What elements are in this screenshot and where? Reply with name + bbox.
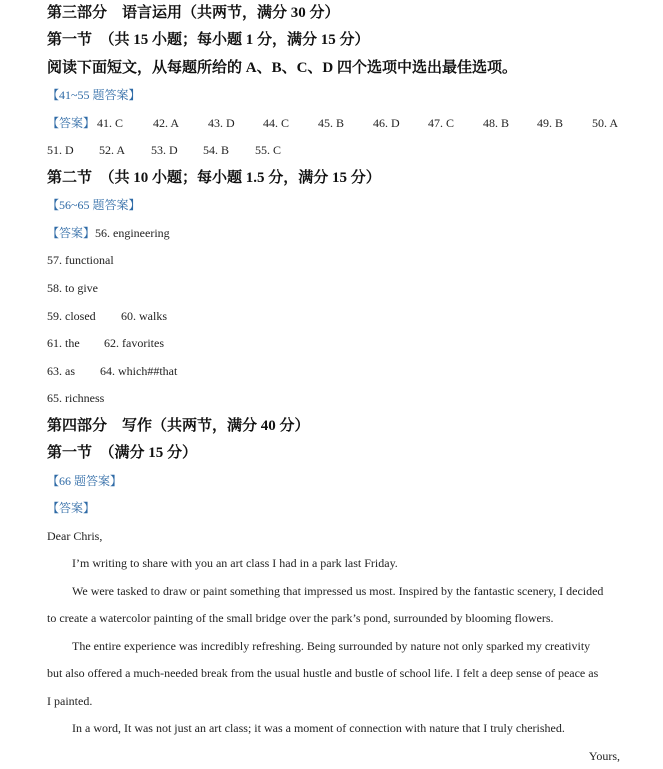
part3-title: 第三部分 语言运用（共两节，满分 30 分） (47, 5, 340, 21)
answer-label: 【答案】 (47, 501, 96, 515)
answer-41: 41. C (97, 116, 124, 130)
answer-label: 【答案】 (47, 226, 96, 240)
letter-line: I’m writing to share with you an art class I had in a park last Friday. (72, 556, 398, 570)
answer-51: 51. D (47, 143, 74, 157)
letter-line: The entire experience was incredibly refreshing. Being surrounded by nature not only sparked my creativity (72, 639, 591, 653)
answer-tag-56-65: 【56~65 题答案】 (47, 198, 141, 212)
letter-line: We were tasked to draw or paint something that impressed us most. Inspired by the fantastic scenery, I decided (72, 584, 604, 598)
part3-sec1-instruction: 阅读下面短文，从每题所给的 A、B、C、D 四个选项中选出最佳选项。 (47, 60, 518, 76)
answer-64: 64. which##that (100, 364, 178, 378)
answer-58: 58. to give (47, 281, 98, 295)
answer-62: 62. favorites (104, 336, 164, 350)
answer-53: 53. D (151, 143, 178, 157)
answer-50: 50. A (592, 116, 619, 130)
letter-line: I painted. (47, 694, 93, 708)
part3-sec2-title: 第二节 （共 10 小题；每小题 1.5 分，满分 15 分） (47, 170, 381, 186)
answer-45: 45. B (318, 116, 345, 130)
answer-49: 49. B (537, 116, 564, 130)
letter-line: but also offered a much-needed break from the usual hustle and bustle of school life. I felt a deep sense of peace as (47, 666, 599, 680)
answer-63: 63. as (47, 364, 75, 378)
answer-57: 57. functional (47, 253, 114, 267)
answer-65: 65. richness (47, 391, 105, 405)
part4-sec1-title: 第一节 （满分 15 分） (47, 445, 198, 461)
answer-tag-66: 【66 题答案】 (47, 474, 123, 488)
answer-44: 44. C (263, 116, 290, 130)
letter-line: In a word, It was not just an art class; it was a moment of connection with nature that I truly cherished. (72, 721, 565, 735)
answer-46: 46. D (373, 116, 400, 130)
answer-label: 【答案】 (47, 116, 96, 130)
letter-greeting: Dear Chris, (47, 529, 103, 543)
letter-line: to create a watercolor painting of the small bridge over the park’s pond, surrounded by blooming flowers. (47, 611, 554, 625)
answer-tag-41-55: 【41~55 题答案】 (47, 88, 141, 102)
answer-52: 52. A (99, 143, 126, 157)
answer-61: 61. the (47, 336, 80, 350)
answers-line (47, 223, 170, 243)
answer-47: 47. C (428, 116, 455, 130)
answers-row-2 (0, 140, 663, 160)
answer-48: 48. B (483, 116, 510, 130)
answer-55: 55. C (255, 143, 282, 157)
part3-sec1-title: 第一节 （共 15 小题；每小题 1 分，满分 15 分） (47, 32, 370, 48)
answers-row-1 (0, 113, 663, 133)
answer-43: 43. D (208, 116, 235, 130)
answer-54: 54. B (203, 143, 230, 157)
answer-60: 60. walks (121, 309, 167, 323)
answer-56: 56. engineering (95, 226, 170, 240)
letter-closing: Yours, (588, 749, 620, 763)
answer-42: 42. A (153, 116, 180, 130)
answer-59: 59. closed (47, 309, 96, 323)
part4-title: 第四部分 写作（共两节，满分 40 分） (47, 418, 310, 434)
